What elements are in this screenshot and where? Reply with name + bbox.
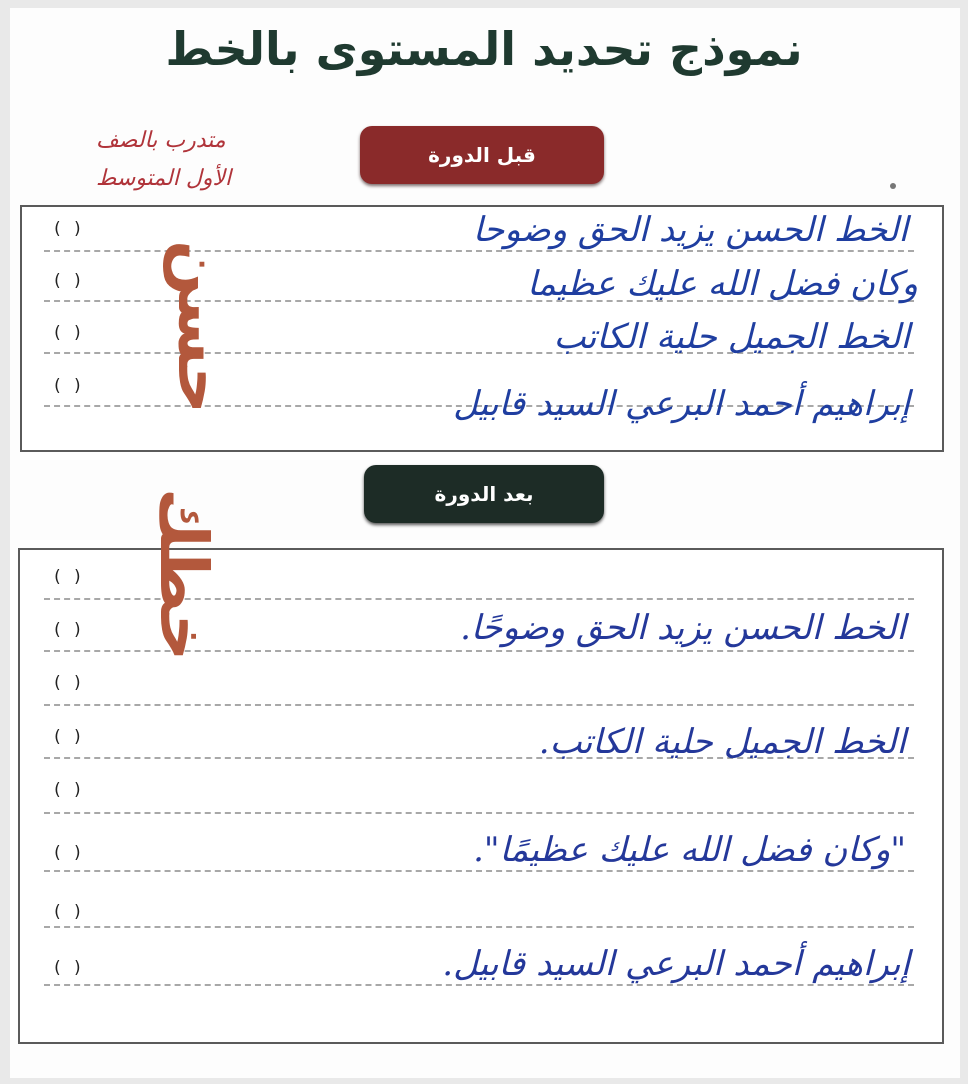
handwritten-line-before-1: الخط الحسن يزيد الحق وضوحا [472,210,908,250]
score-marker: ( ) [52,727,83,747]
writing-line [44,812,914,814]
trainee-note-line1: متدرب بالصف [96,128,226,153]
writing-line [44,704,914,706]
writing-line [44,926,914,928]
score-marker: ( ) [52,219,83,239]
score-marker: ( ) [52,673,83,693]
stray-mark [890,183,896,189]
handwritten-line-after-1: الخط الحسن يزيد الحق وضوحًا. [460,608,906,648]
score-marker: ( ) [52,376,83,396]
score-marker: ( ) [52,780,83,800]
after-course-badge: بعد الدورة [364,465,604,523]
score-marker: ( ) [52,620,83,640]
handwritten-line-after-2: الخط الجميل حلية الكاتب. [538,722,906,762]
verdict-word-2: خطك [145,488,222,662]
page-title: نموذج تحديد المستوى بالخط [165,22,803,76]
handwritten-line-before-4: إبراهيم أحمد البرعي السيد قابيل [453,384,910,424]
verdict-word-1: حسن [163,240,240,415]
writing-line [44,984,914,986]
score-marker: ( ) [52,323,83,343]
handwritten-line-after-3: "وكان فضل الله عليك عظيمًا". [473,830,906,870]
handwritten-line-after-4: إبراهيم أحمد البرعي السيد قابيل. [442,944,910,984]
handwritten-line-before-2: وكان فضل الله عليك عظيما [527,264,918,304]
score-marker: ( ) [52,567,83,587]
trainee-note-line2: الأول المتوسط [96,166,232,191]
writing-line [44,870,914,872]
score-marker: ( ) [52,843,83,863]
handwritten-line-before-3: الخط الجميل حلية الكاتب [553,317,910,357]
score-marker: ( ) [52,958,83,978]
score-marker: ( ) [52,902,83,922]
score-marker: ( ) [52,271,83,291]
before-course-badge: قبل الدورة [360,126,604,184]
